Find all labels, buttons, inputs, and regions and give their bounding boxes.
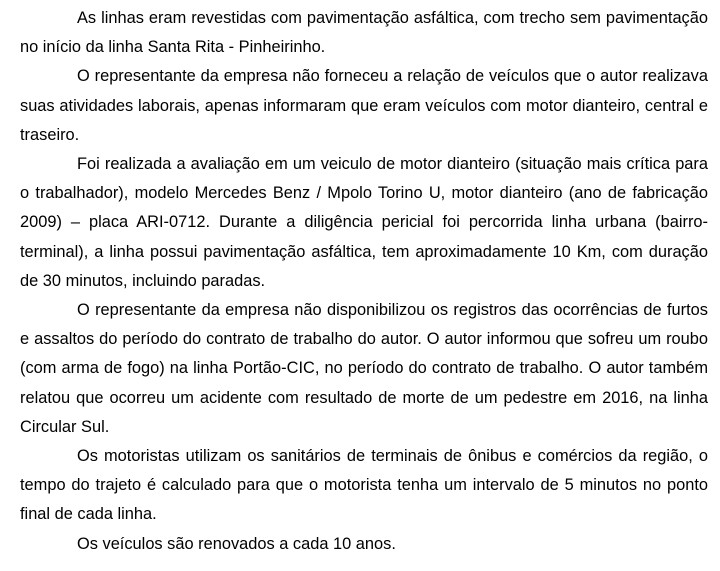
paragraph-occurrences: O representante da empresa não disponibilizou os registros das ocorrências de furtos e assaltos do período do contrato de trabalho do autor. O autor informou que sofreu um roubo (com arma de fogo) na linha Portão-CIC, no período do contrato de trabalho. O autor também relatou que ocorreu um acidente com resultado de morte de um pedestre em 2016, na linha Circular Sul. bbox=[20, 301, 708, 436]
paragraph-sanitary: Os motoristas utilizam os sanitários de terminais de ônibus e comércios da região, o tempo do trajeto é calculado para que o motorista tenha um intervalo de 5 minutos no ponto final de cada linha. bbox=[20, 447, 708, 524]
paragraph-pavement: As linhas eram revestidas com pavimentação asfáltica, com trecho sem pavimentação no início da linha Santa Rita - Pinheirinho. bbox=[20, 9, 708, 57]
paragraph-evaluation: Foi realizada a avaliação em um veiculo de motor dianteiro (situação mais crítica para o trabalhador), modelo Mercedes Benz / Mpolo Torino U, motor dianteiro (ano de fabricação 2009) – placa ARI-0712. Durante a diligência pericial foi percorrida linha urbana (bairro-terminal), a linha possui pavimentação asfáltica, tem aproximadamente 10 Km, com duração de 30 minutos, incluindo paradas. bbox=[20, 155, 708, 290]
document-body bbox=[20, 4, 708, 559]
paragraph-renewal: Os veículos são renovados a cada 10 anos. bbox=[77, 534, 396, 553]
paragraph-vehicles: O representante da empresa não forneceu a relação de veículos que o autor realizava suas atividades laborais, apenas informaram que eram veículos com motor dianteiro, central e traseiro. bbox=[20, 67, 708, 144]
